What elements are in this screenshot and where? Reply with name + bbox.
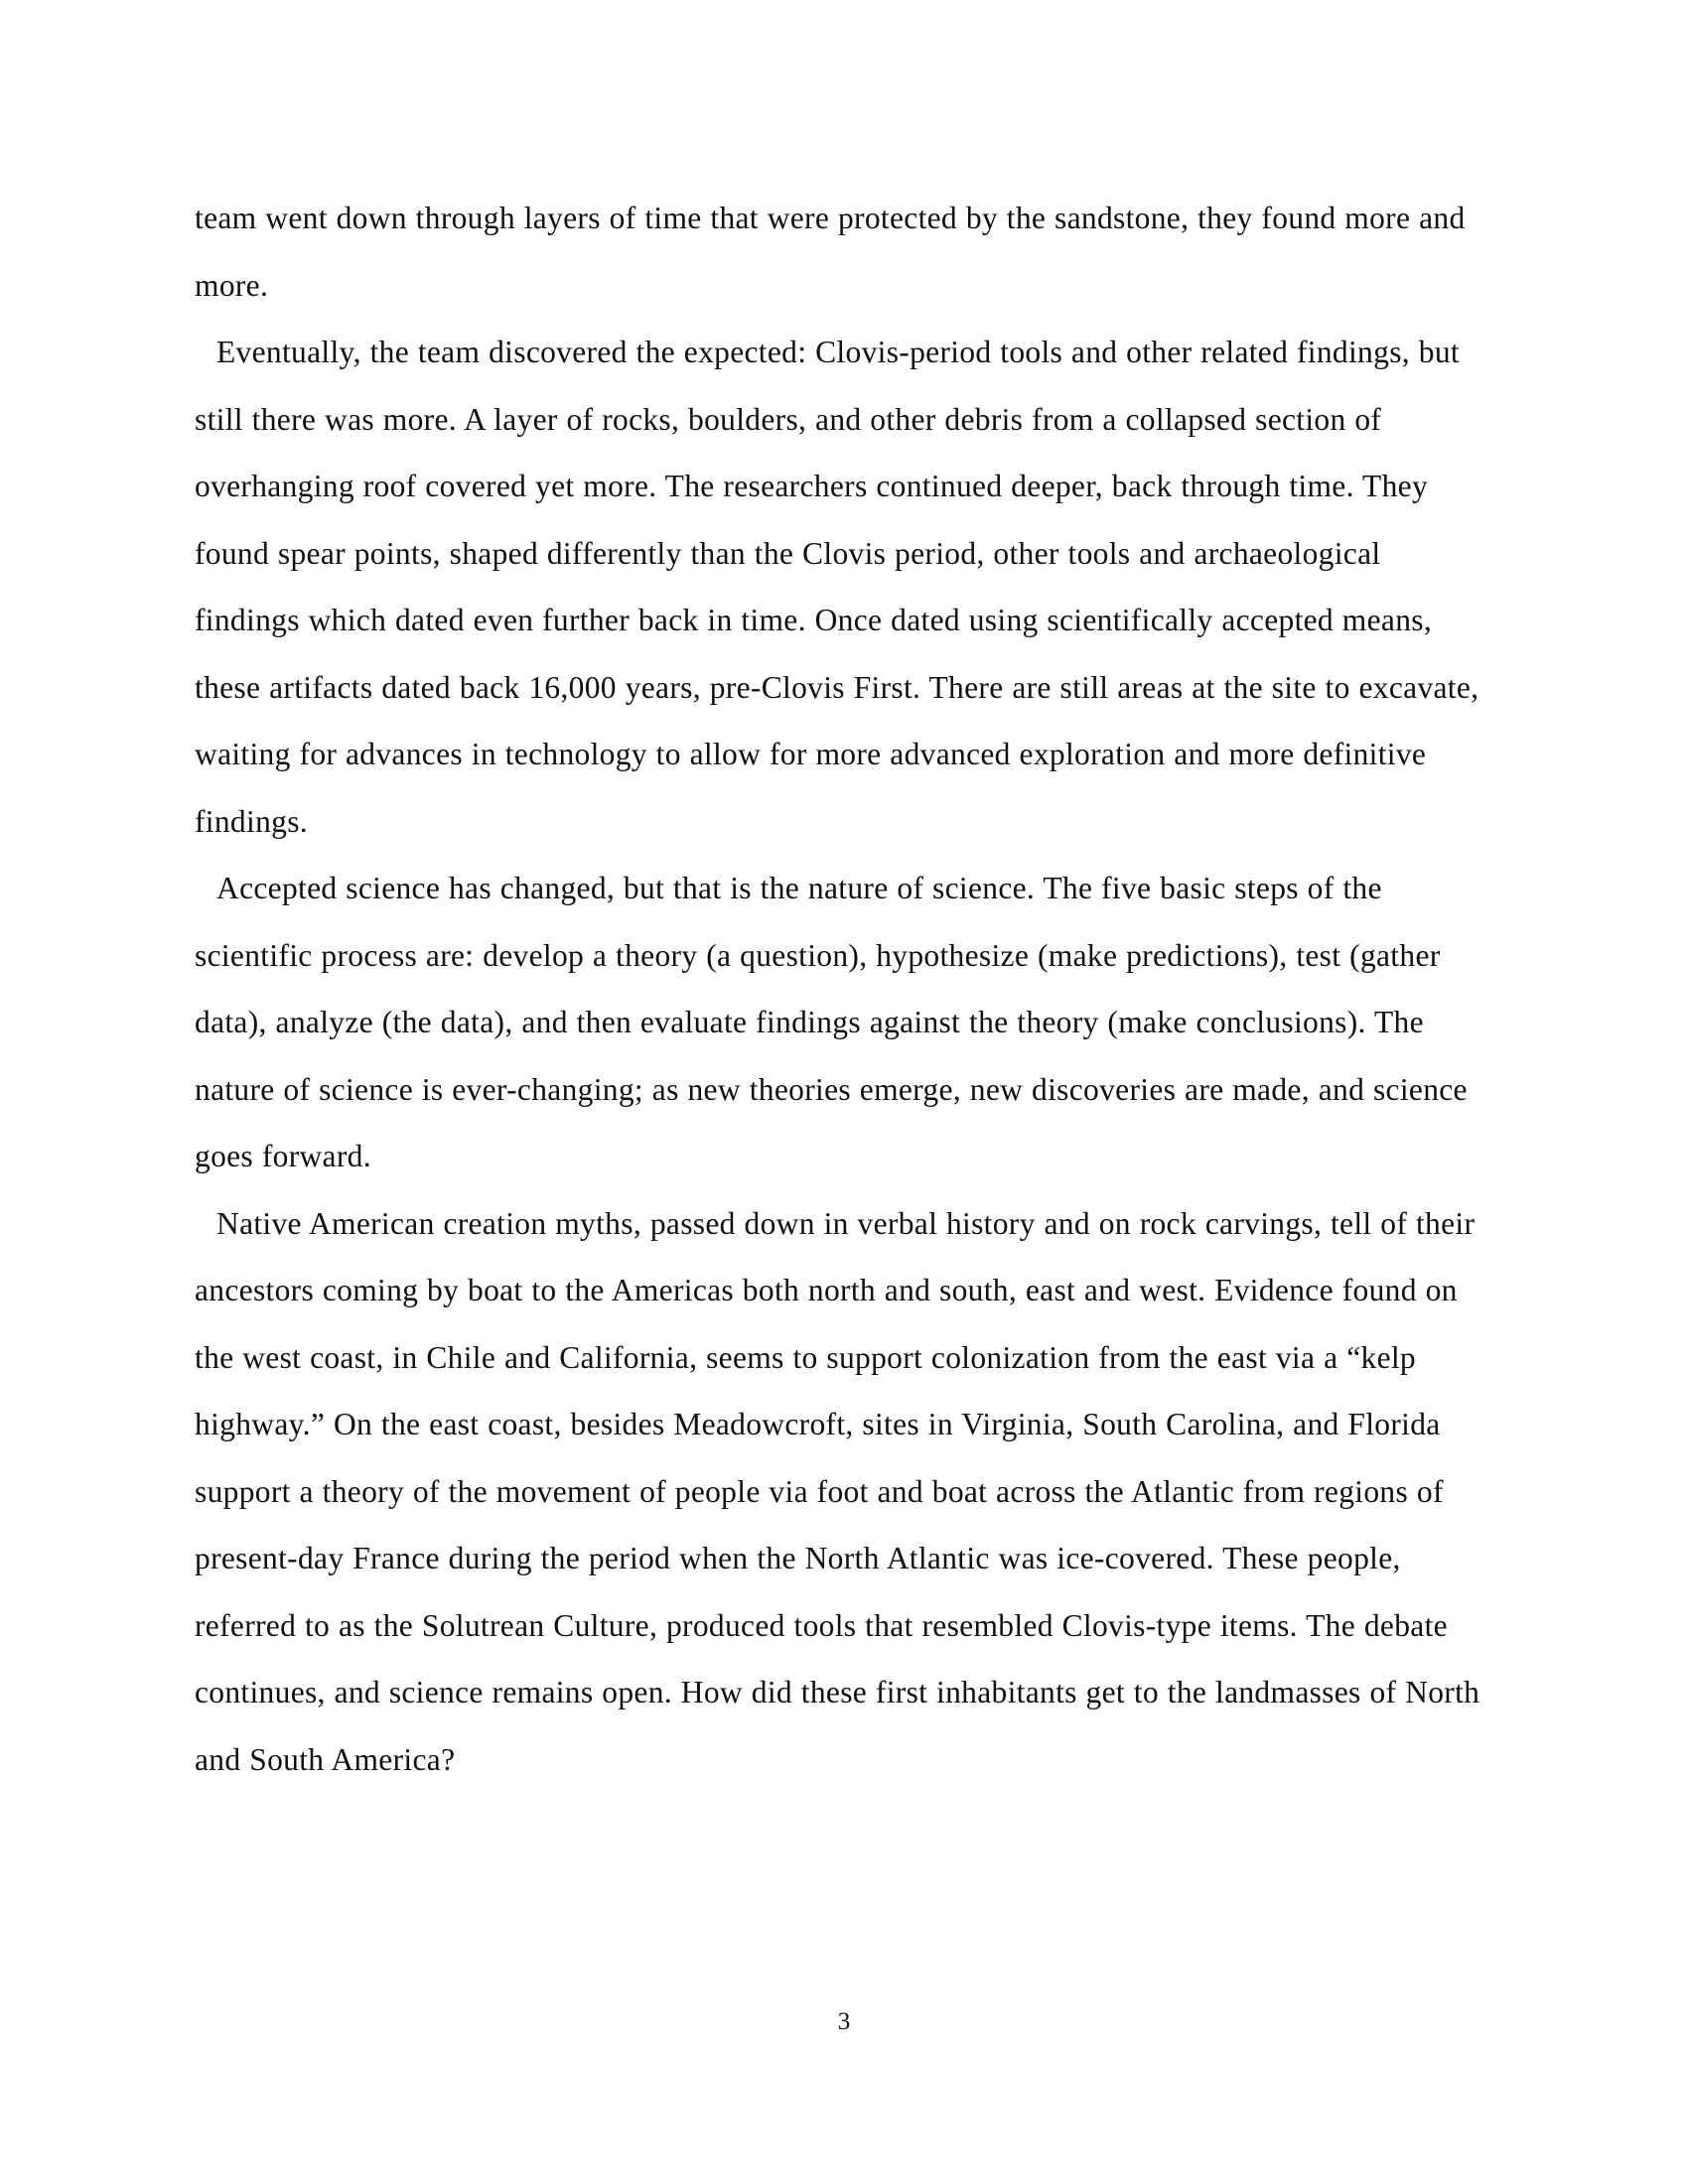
paragraph-4: Native American creation myths, passed down in verbal history and on rock carvings, tell of their ancestors coming by boat to the Americas both north and south, east and west. Evidence found on the west coast, in Chile and California, seems to support colonization from the east via a “kelp highway.” On the east coast, besides Meadowcroft, sites in Virginia, South Carolina, and Florida support a theory of the movement of people via foot and boat across the Atlantic from regions of present-day France during the period when the North Atlantic was ice-covered. These people, referred to as the Solutrean Culture, produced tools that resembled Clovis-type items. The debate continues, and science remains open. How did these first inhabitants get to the landmasses of North and South America?	[195, 1205, 1480, 1777]
paragraph-3: Accepted science has changed, but that is the nature of science. The five basic steps of the scientific process are: develop a theory (a question), hypothesize (make predictions), test (gather data), analyze (the data), and then evaluate findings against the theory (make conclusions). The nature of science is ever-changing; as new theories emerge, new discoveries are made, and science goes forward.	[195, 871, 1468, 1173]
paragraph-1: team went down through layers of time that were protected by the sandstone, they found more and more.	[195, 201, 1466, 303]
page-number: 3	[837, 2008, 851, 2035]
page-body-text	[195, 185, 1485, 1793]
paragraph-2: Eventually, the team discovered the expected: Clovis-period tools and other related findings, but still there was more. A layer of rocks, boulders, and other debris from a collapsed section of overhanging roof covered yet more. The researchers continued deeper, back through time. They found spear points, shaped differently than the Clovis period, other tools and archaeological findings which dated even further back in time. Once dated using scientifically accepted means, these artifacts dated back 16,000 years, pre-Clovis First. There are still areas at the site to excavate, waiting for advances in technology to allow for more advanced exploration and more definitive findings.	[195, 335, 1479, 839]
